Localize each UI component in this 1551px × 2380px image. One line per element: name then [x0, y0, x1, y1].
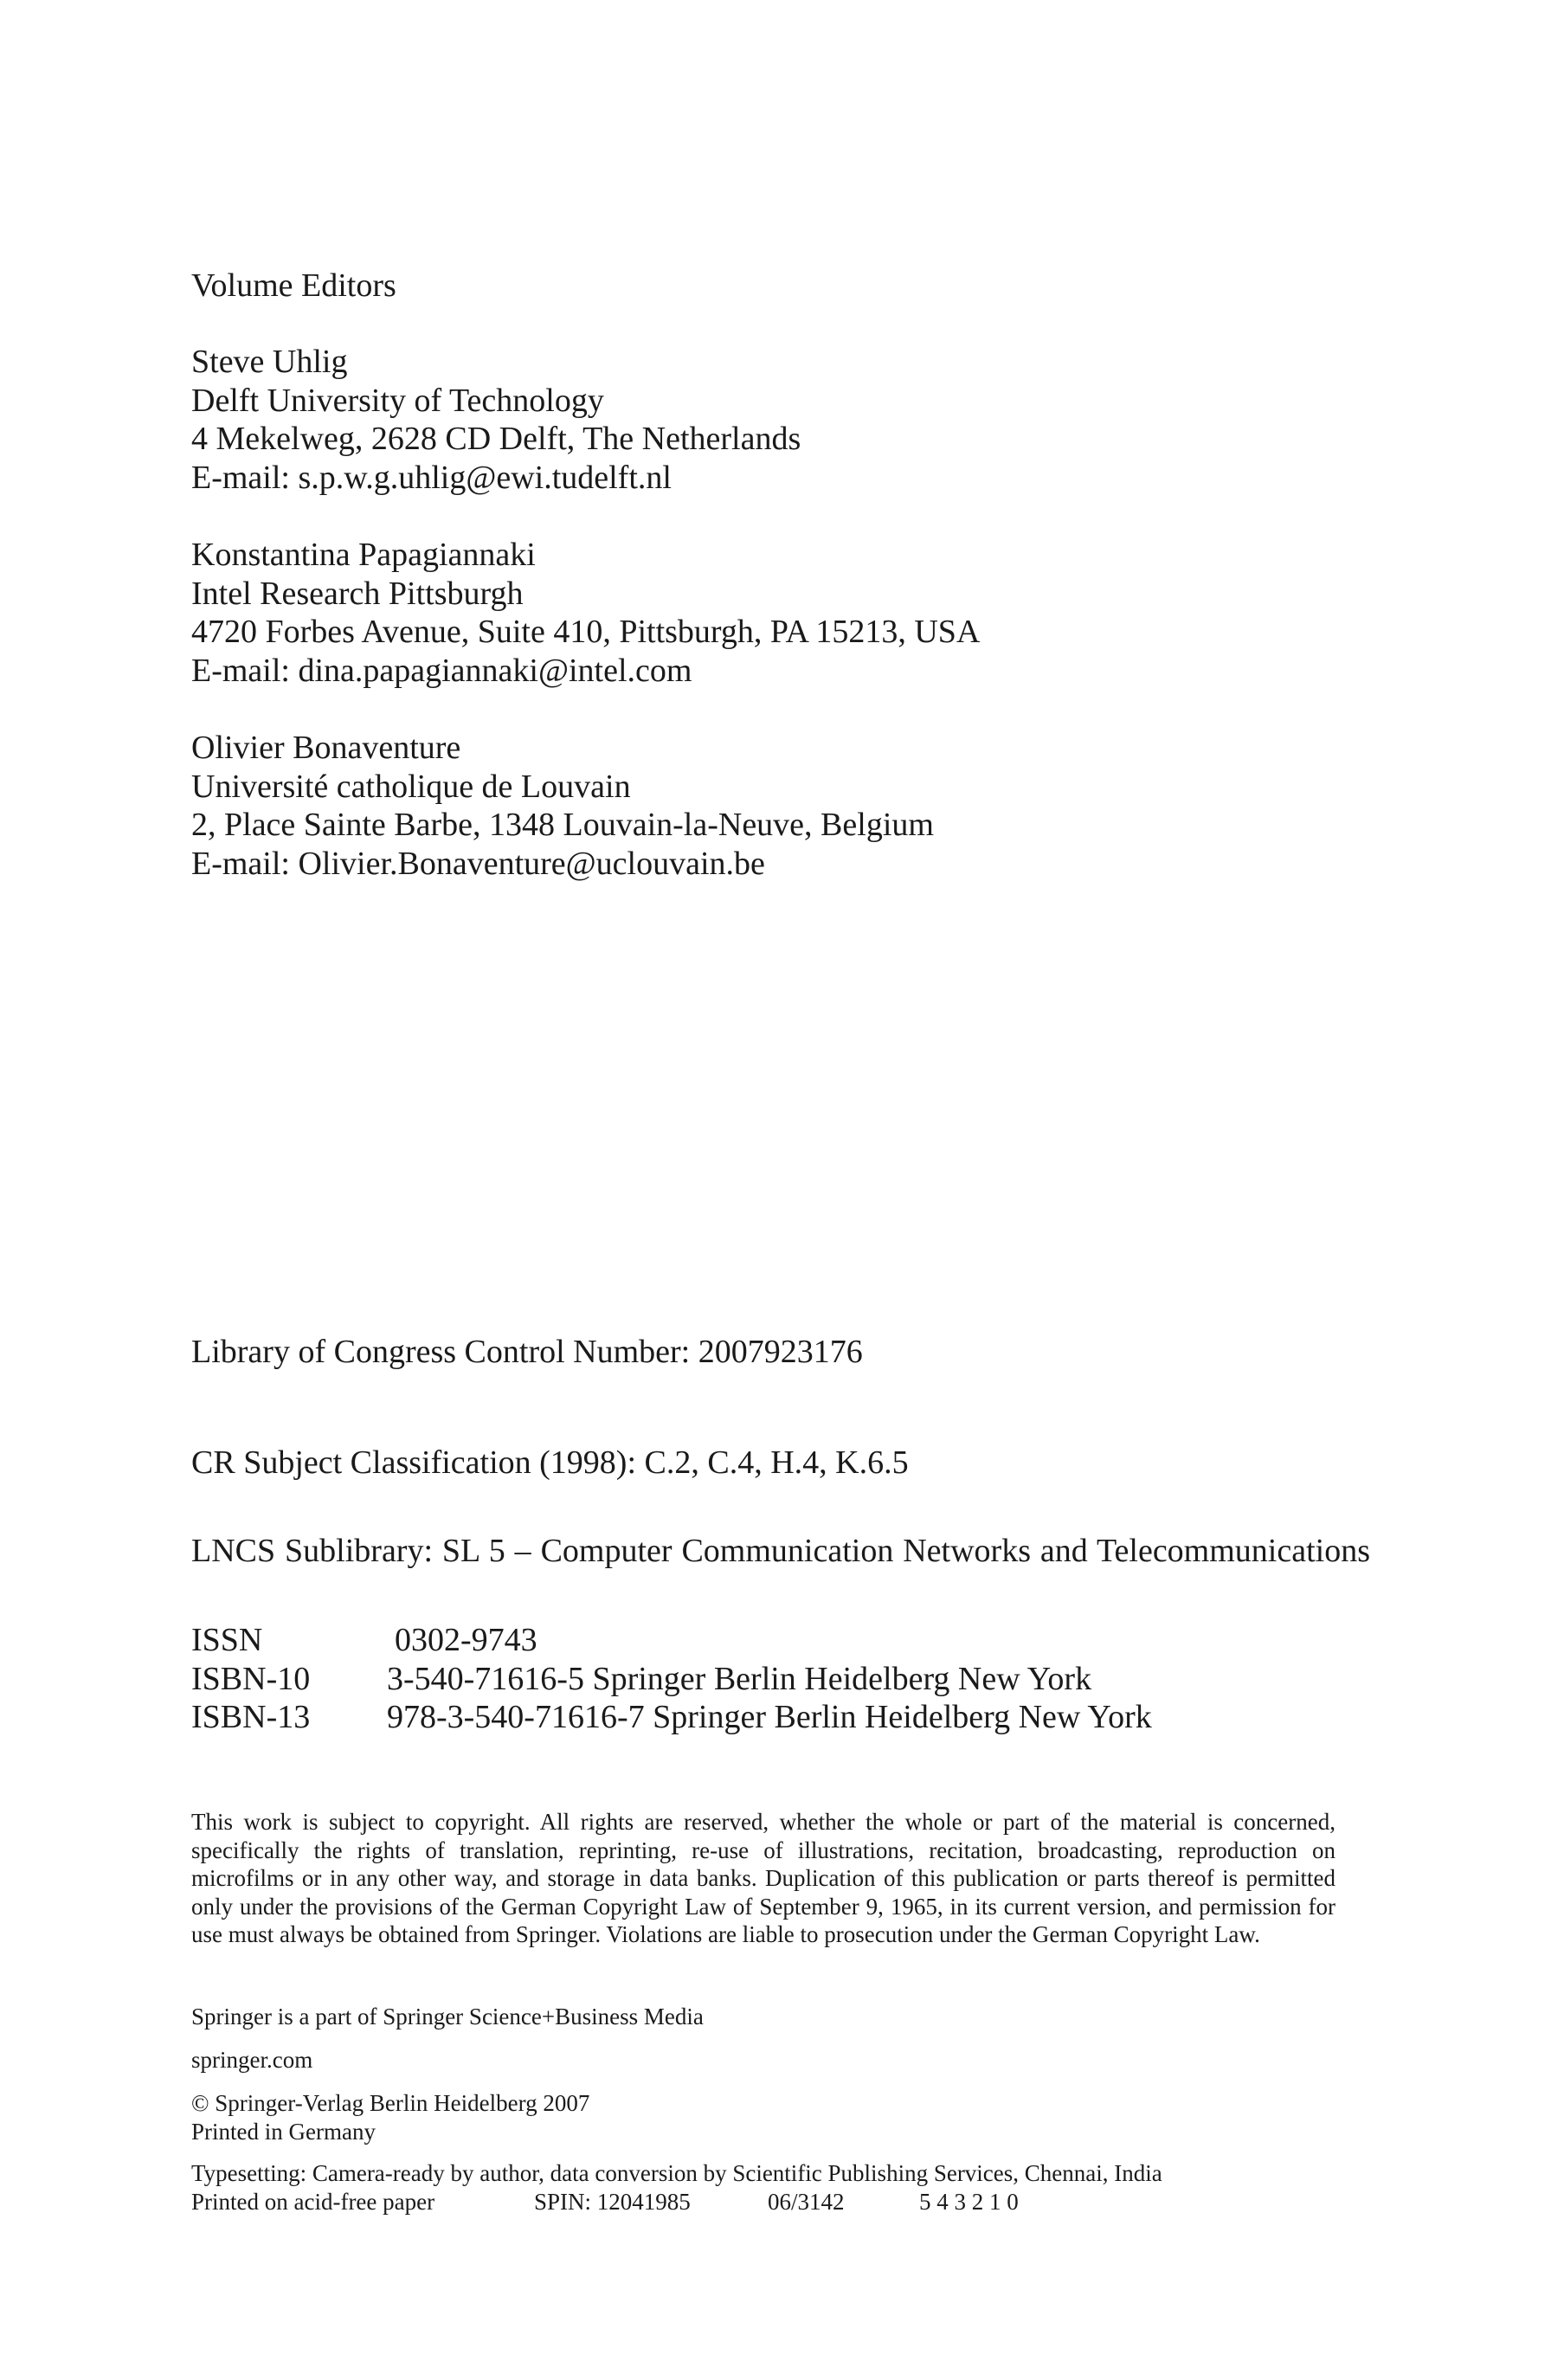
- issn-row: [191, 1621, 1368, 1660]
- editor-block: [191, 343, 1368, 497]
- identifier-label: ISBN-13: [191, 1699, 311, 1735]
- isbn10-row: [191, 1660, 1368, 1699]
- identifier-value: 3-540-71616-5 Springer Berlin Heidelberg New York: [387, 1660, 1092, 1697]
- lccn-line: Library of Congress Control Number: 2007923176: [191, 1334, 863, 1370]
- editor-address: 4 Mekelweg, 2628 CD Delft, The Netherlands: [191, 421, 801, 457]
- editor-affiliation: Université catholique de Louvain: [191, 768, 631, 805]
- copyright-block: [191, 2089, 1368, 2145]
- typesetting-line: Typesetting: Camera-ready by author, data conversion by Scientific Publishing Services, Chennai, India: [191, 2160, 1162, 2186]
- identifier-value: 0302-9743: [395, 1622, 537, 1658]
- editor-name: Konstantina Papagiannaki: [191, 537, 536, 573]
- copyright-line: © Springer-Verlag Berlin Heidelberg 2007: [191, 2090, 590, 2116]
- paper-note: Printed on acid-free paper: [191, 2188, 435, 2215]
- identifier-label: ISSN: [191, 1622, 263, 1658]
- website-line: springer.com: [191, 2047, 313, 2073]
- identifier-label: ISBN-10: [191, 1660, 311, 1697]
- cr-classification-line: CR Subject Classification (1998): C.2, C.4, H.4, K.6.5: [191, 1444, 909, 1481]
- volume-editors-heading: Volume Editors: [191, 267, 396, 304]
- printed-in-line: Printed in Germany: [191, 2118, 376, 2145]
- spin-number: SPIN: 12041985: [534, 2188, 691, 2215]
- editor-email: E-mail: dina.papagiannaki@intel.com: [191, 652, 692, 689]
- editor-block: [191, 536, 1368, 690]
- print-code: 06/3142: [768, 2188, 845, 2215]
- identifier-value: 978-3-540-71616-7 Springer Berlin Heidelberg New York: [387, 1699, 1152, 1735]
- lncs-sublibrary-line: LNCS Sublibrary: SL 5 – Computer Communication Networks and Telecommunications: [191, 1533, 1370, 1569]
- copyright-notice: This work is subject to copyright. All rights are reserved, whether the whole or part of the material is concerned, specifically the rights of translation, reprinting, re-use of illustrations, recitation, broadcasting, reproduction on microfilms or in any other way, and storage in data banks. Duplication of this publication or parts thereof is permitted only under the provisions of the German Copyright Law of September 9, 1965, in its current version, and permission for use must always be obtained from Springer. Violations are liable to prosecution under the German Copyright Law.: [191, 1809, 1335, 1948]
- editor-affiliation: Delft University of Technology: [191, 382, 604, 419]
- isbn13-row: [191, 1698, 1368, 1737]
- editor-name: Olivier Bonaventure: [191, 730, 461, 766]
- editor-affiliation: Intel Research Pittsburgh: [191, 575, 524, 612]
- editor-block: [191, 729, 1368, 883]
- editor-address: 4720 Forbes Avenue, Suite 410, Pittsburgh, PA 15213, USA: [191, 614, 981, 650]
- editor-address: 2, Place Sainte Barbe, 1348 Louvain-la-Neuve, Belgium: [191, 807, 934, 843]
- copyright-page: [191, 0, 1368, 2380]
- springer-part-line: Springer is a part of Springer Science+Business Media: [191, 2004, 704, 2029]
- production-block: [191, 2159, 1368, 2216]
- identifiers-table: [191, 1621, 1368, 1737]
- print-run: 5 4 3 2 1 0: [919, 2188, 1019, 2215]
- editor-email: E-mail: Olivier.Bonaventure@uclouvain.be: [191, 845, 765, 882]
- print-info-row: [191, 2188, 1368, 2216]
- editor-email: E-mail: s.p.w.g.uhlig@ewi.tudelft.nl: [191, 459, 672, 496]
- editor-name: Steve Uhlig: [191, 344, 348, 380]
